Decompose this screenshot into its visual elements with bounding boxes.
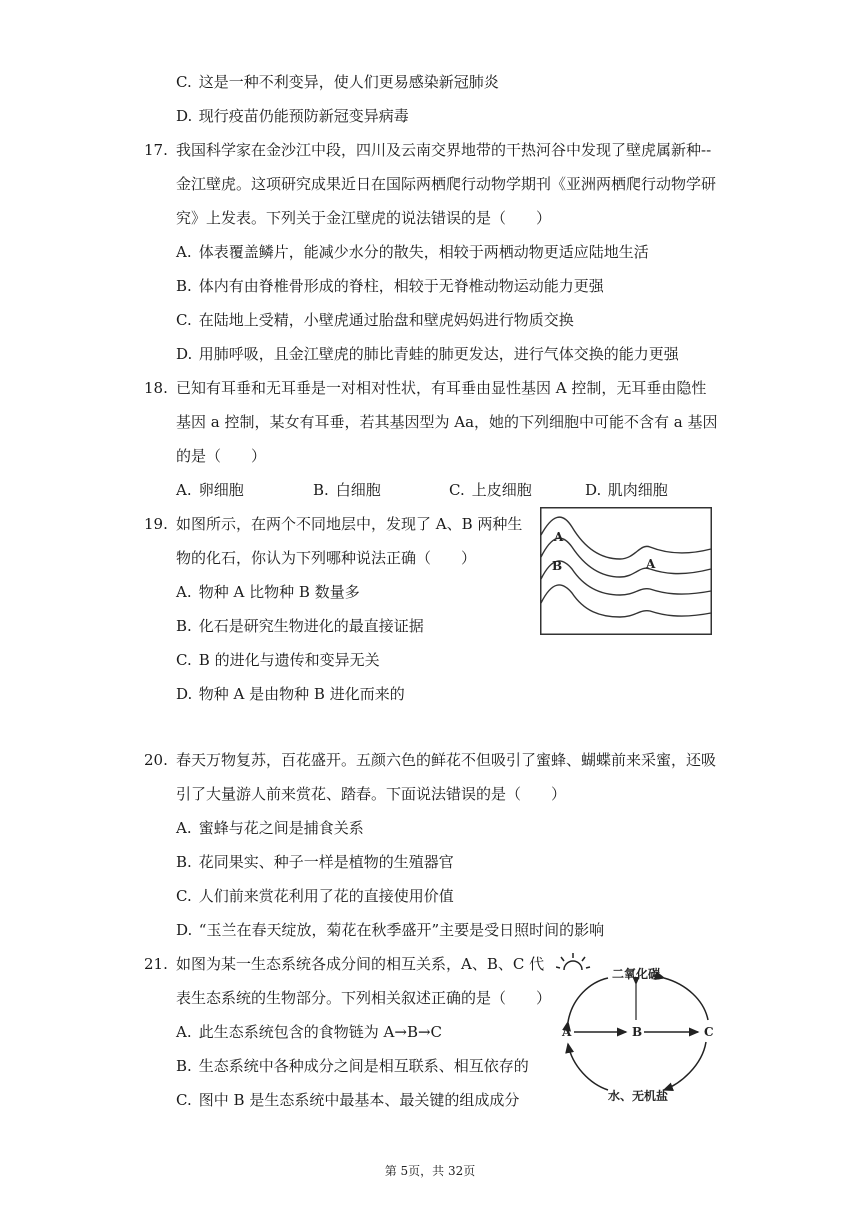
q18-stem-line2: 基因 a 控制，某女有耳垂，若其基因型为 Aa，她的下列细胞中可能不含有 a 基因 bbox=[176, 413, 718, 431]
q17-number: 17. bbox=[144, 141, 168, 159]
q19-option-c: C. B 的进化与遗传和变异无关 bbox=[176, 651, 380, 669]
q21-number: 21. bbox=[144, 955, 168, 973]
arrow-c-co2 bbox=[664, 978, 708, 1020]
q20-option-c: C. 人们前来赏花利用了花的直接使用价值 bbox=[176, 887, 454, 905]
q18-stem-line3: 的是（ ） bbox=[176, 447, 267, 465]
q16-option-d: D. 现行疫苗仍能预防新冠变异病毒 bbox=[176, 107, 409, 125]
strata-figure bbox=[540, 507, 712, 635]
q17-option-c: C. 在陆地上受精，小壁虎通过胎盘和壁虎妈妈进行物质交换 bbox=[176, 311, 574, 329]
arrow-water-a bbox=[568, 1044, 608, 1090]
q17-option-d: D. 用肺呼吸，且金江壁虎的肺比青蛙的肺更发达，进行气体交换的能力更强 bbox=[176, 345, 679, 363]
q19-option-a: A. 物种 A 比物种 B 数量多 bbox=[176, 583, 360, 601]
q19-number: 19. bbox=[144, 515, 168, 533]
q17-stem-line3: 究》上发表。下列关于金江壁虎的说法错误的是（ ） bbox=[176, 209, 552, 227]
q21-stem-line1: 如图为某一生态系统各成分间的相互关系，A、B、C 代 bbox=[176, 955, 545, 973]
fossil-label-a1: A bbox=[554, 530, 564, 544]
q17-stem-line1: 我国科学家在金沙江中段，四川及云南交界地带的干热河谷中发现了壁虎属新种-- bbox=[176, 141, 712, 159]
q20-stem-line1: 春天万物复苏，百花盛开。五颜六色的鲜花不但吸引了蜜蜂、蝴蝶前来采蜜，还吸 bbox=[176, 751, 717, 769]
q20-option-b: B. 花同果实、种子一样是植物的生殖器官 bbox=[176, 853, 454, 871]
page-footer: 第 5页，共 32页 bbox=[384, 1164, 476, 1178]
water-mineral-label: 水、无机盐 bbox=[607, 1089, 669, 1103]
node-c: C bbox=[704, 1025, 714, 1039]
q18-stem-line1: 已知有耳垂和无耳垂是一对相对性状，有耳垂由显性基因 A 控制，无耳垂由隐性 bbox=[176, 379, 707, 397]
q19-option-d: D. 物种 A 是由物种 B 进化而来的 bbox=[176, 685, 405, 703]
q21-option-b: B. 生态系统中各种成分之间是相互联系、相互依存的 bbox=[176, 1057, 529, 1075]
q17-stem-line2: 金江壁虎。这项研究成果近日在国际两栖爬行动物学期刊《亚洲两栖爬行动物学研 bbox=[176, 175, 717, 193]
node-a: A bbox=[562, 1025, 572, 1039]
q18-option-a: A. 卵细胞 bbox=[176, 481, 244, 499]
q19-option-b: B. 化石是研究生物进化的最直接证据 bbox=[176, 617, 424, 635]
q21-option-c: C. 图中 B 是生态系统中最基本、最关键的组成成分 bbox=[176, 1091, 520, 1109]
q18-option-c: C. 上皮细胞 bbox=[449, 481, 532, 499]
arrow-c-water bbox=[664, 1042, 706, 1090]
q18-option-d: D. 肌肉细胞 bbox=[585, 481, 668, 499]
arrow-co2-a bbox=[568, 978, 608, 1022]
q21-stem-line2: 表生态系统的生物部分。下列相关叙述正确的是（ ） bbox=[176, 989, 552, 1007]
fossil-label-a2: A bbox=[646, 557, 656, 571]
q17-option-b: B. 体内有由脊椎骨形成的脊柱，相较于无脊椎动物运动能力更强 bbox=[176, 277, 604, 295]
q19-stem-line2: 物的化石，你认为下列哪种说法正确（ ） bbox=[176, 549, 477, 567]
fossil-label-b: B bbox=[552, 559, 563, 573]
node-b: B bbox=[632, 1025, 643, 1039]
ecosystem-figure bbox=[556, 948, 726, 1108]
co2-label: 二氧化碳 bbox=[611, 967, 661, 981]
q20-number: 20. bbox=[144, 751, 168, 769]
q19-stem-line1: 如图所示，在两个不同地层中，发现了 A、B 两种生 bbox=[176, 515, 523, 533]
q20-stem-line2: 引了大量游人前来赏花、踏春。下面说法错误的是（ ） bbox=[176, 785, 567, 803]
q20-option-d: D. “玉兰在春天绽放，菊花在秋季盛开”主要是受日照时间的影响 bbox=[176, 921, 605, 939]
sun-icon bbox=[556, 953, 590, 970]
q20-option-a: A. 蜜蜂与花之间是捕食关系 bbox=[176, 819, 364, 837]
q18-option-b: B. 白细胞 bbox=[313, 481, 381, 499]
q16-option-c: C. 这是一种不利变异，使人们更易感染新冠肺炎 bbox=[176, 73, 499, 91]
q18-number: 18. bbox=[144, 379, 168, 397]
q17-option-a: A. 体表覆盖鳞片，能减少水分的散失，相较于两栖动物更适应陆地生活 bbox=[176, 243, 649, 261]
q21-option-a: A. 此生态系统包含的食物链为 A→B→C bbox=[176, 1023, 443, 1041]
